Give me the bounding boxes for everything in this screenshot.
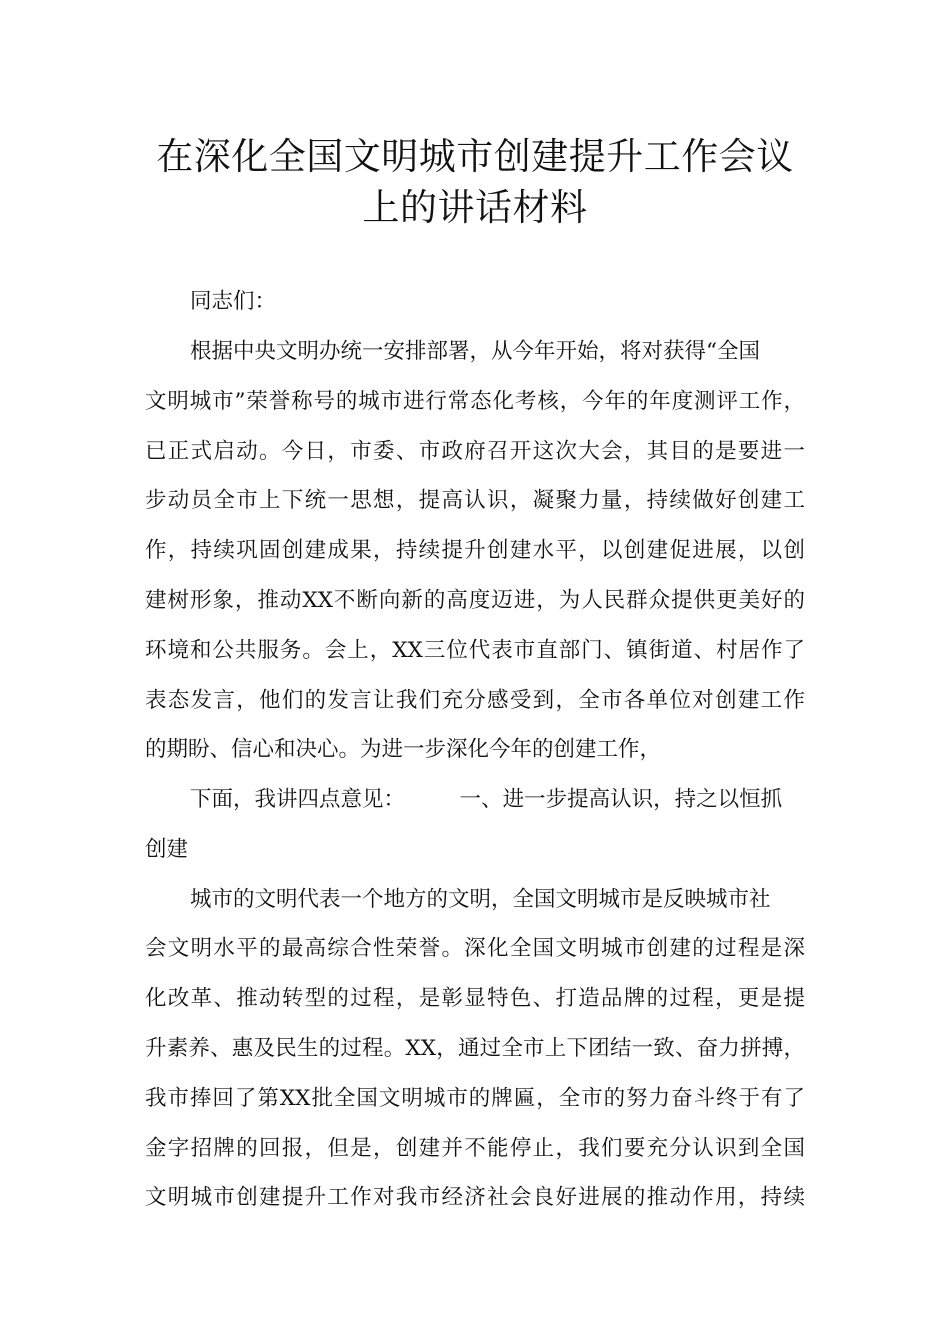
section-heading-tail: 创建 xyxy=(145,837,189,862)
paragraph-line: 已正式启动。今日，市委、市政府召开这次大会，其目的是要进一 xyxy=(145,439,805,464)
salutation: 同志们： xyxy=(190,289,277,314)
document-title-line-1: 在深化全国文明城市创建提升工作会议 xyxy=(156,135,794,178)
paragraph-line: 文明城市创建提升工作对我市经济社会良好进展的推动作用，持续 xyxy=(145,1185,805,1210)
paragraph-line: 作，持续巩固创建成果，持续提升创建水平，以创建促进展，以创 xyxy=(145,538,805,563)
paragraph-line: 文明城市”荣誉称号的城市进行常态化考核，今年的年度测评工作， xyxy=(145,389,805,414)
paragraph-line: 表态发言，他们的发言让我们充分感受到，全市各单位对创建工作 xyxy=(145,688,805,713)
paragraph-line: 步动员全市上下统一思想，提高认识，凝聚力量，持续做好创建工 xyxy=(145,488,805,513)
paragraph-line: 下面，我讲四点意见： 一、进一步提高认识，持之以恒抓 xyxy=(190,787,783,812)
paragraph-line: 建树形象，推动XX不断向新的高度迈进，为人民群众提供更美好的 xyxy=(145,588,805,613)
paragraph-line: 环境和公共服务。会上，XX三位代表市直部门、镇街道、村居作了 xyxy=(145,638,805,663)
paragraph-line: 会文明水平的最高综合性荣誉。深化全国文明城市创建的过程是深 xyxy=(145,936,805,961)
document-title-line-2: 上的讲话材料 xyxy=(362,186,588,229)
paragraph-line: 根据中央文明办统一安排部署，从今年开始，将对获得“全国 xyxy=(190,339,760,364)
paragraph-line: 城市的文明代表一个地方的文明，全国文明城市是反映城市社 xyxy=(190,887,771,912)
paragraph-line: 化改革、推动转型的过程，是彰显特色、打造品牌的过程，更是提 xyxy=(145,986,805,1011)
paragraph-line: 的期盼、信心和决心。为进一步深化今年的创建工作， xyxy=(145,737,662,762)
paragraph-line: 升素养、惠及民生的过程。XX，通过全市上下团结一致、奋力拼搏， xyxy=(145,1036,805,1061)
paragraph-line: 我市捧回了第XX批全国文明城市的牌匾，全市的努力奋斗终于有了 xyxy=(145,1086,805,1111)
paragraph-line: 金字招牌的回报，但是，创建并不能停止，我们要充分认识到全国 xyxy=(145,1136,805,1161)
